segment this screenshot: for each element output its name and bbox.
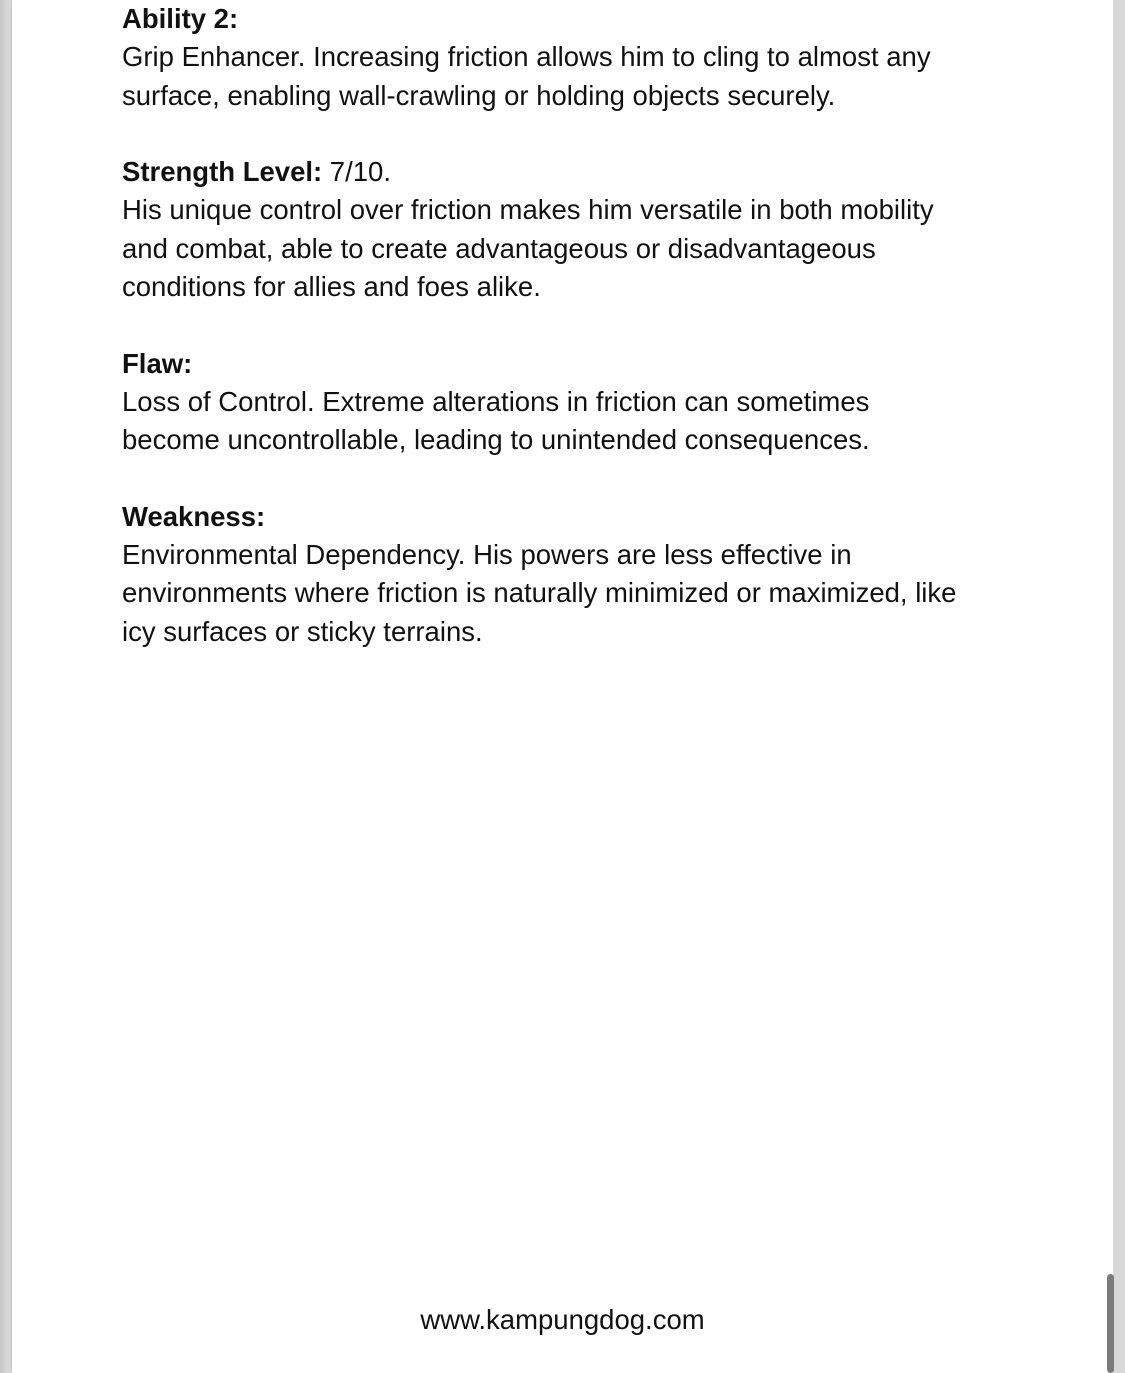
section-heading xyxy=(122,345,1022,383)
body-line: icy surfaces or sticky terrains. xyxy=(122,615,483,647)
body-line: conditions for allies and foes alike. xyxy=(122,271,541,303)
viewer-left-edge xyxy=(0,0,12,1373)
section-label: Weakness: xyxy=(122,500,266,532)
body-line: Loss of Control. Extreme alterations in friction can sometimes xyxy=(122,385,870,417)
section-label: Strength Level: xyxy=(122,156,323,188)
section-ability-2 xyxy=(122,0,1022,115)
section-heading xyxy=(122,153,1022,191)
body-line: Grip Enhancer. Increasing friction allows him to cling to almost any xyxy=(122,41,931,73)
section-heading xyxy=(122,498,1022,536)
section-flaw xyxy=(122,345,1022,460)
page-footer-url: www.kampungdog.com xyxy=(420,1304,705,1335)
section-label: Flaw: xyxy=(122,347,193,379)
scrollbar-track[interactable] xyxy=(1113,0,1125,1373)
body-line: surface, enabling wall-crawling or holding objects securely. xyxy=(122,79,836,111)
document-page xyxy=(12,0,1113,1373)
section-inline-value: 7/10. xyxy=(322,156,391,188)
body-line: His unique control over friction makes him versatile in both mobility xyxy=(122,194,934,226)
section-strength-level xyxy=(122,153,1022,306)
section-weakness xyxy=(122,498,1022,651)
scrollbar-thumb[interactable] xyxy=(1107,1274,1114,1373)
section-heading xyxy=(122,0,1022,38)
body-line: and combat, able to create advantageous or disadvantageous xyxy=(122,232,876,264)
body-line: Environmental Dependency. His powers are less effective in xyxy=(122,539,852,571)
body-line: become uncontrollable, leading to unintended consequences. xyxy=(122,424,870,456)
page-content xyxy=(122,0,1022,651)
section-label: Ability 2: xyxy=(122,3,239,34)
body-line: environments where friction is naturally minimized or maximized, like xyxy=(122,577,957,609)
